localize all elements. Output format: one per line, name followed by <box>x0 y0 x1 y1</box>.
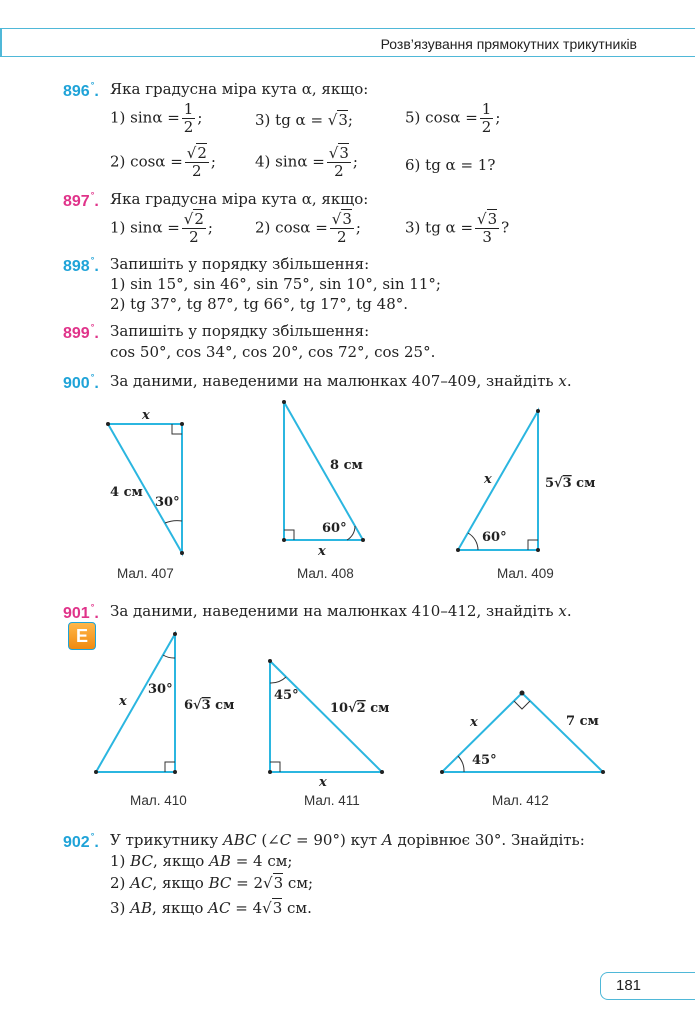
fig412-side-label: 7 см <box>566 714 599 729</box>
exercise-897-item-3: 3) tg α = $\frac{√3}{3}$ ? <box>405 210 510 246</box>
fig407-angle-label: 30° <box>155 495 180 510</box>
caption-409: Мал. 409 <box>497 566 554 581</box>
exercise-902-line-1: 1) BC, якщо AB = 4 см; <box>110 852 293 870</box>
exercise-900-number: 900°. <box>63 372 99 392</box>
fig407-side-label: 4 см <box>110 485 143 500</box>
exercise-898-line-2: 2) tg 37°, tg 87°, tg 66°, tg 17°, tg 48°. <box>110 295 409 313</box>
exercise-898-line-1: 1) sin 15°, sin 46°, sin 75°, sin 10°, sin 11°; <box>110 275 441 293</box>
exercise-897-number: 897°. <box>63 190 99 210</box>
fig411-angle-label: 45° <box>274 688 299 703</box>
fig411-side-label: 10√2 см <box>330 701 390 716</box>
fig409-x-label: x <box>484 472 492 487</box>
fig411-x-label: x <box>319 775 327 790</box>
exercise-897-item-1: 1) sinα = $\frac{√2}{2}$ ; <box>110 210 213 246</box>
caption-410: Мал. 410 <box>130 793 187 808</box>
fig407-x-label: x <box>142 408 150 423</box>
page-header-title: Розв’язування прямокутних трикутників <box>380 36 637 52</box>
exercise-899-number: 899°. <box>63 322 99 342</box>
figure-408 <box>282 400 365 559</box>
exercise-899-question: Запишіть у порядку збільшення: <box>110 322 370 340</box>
exercise-897-item-2: 2) cosα = $\frac{√3}{2}$ ; <box>255 210 361 246</box>
figure-407 <box>106 408 184 555</box>
exercise-902-line-3: 3) AB, якщо AC = 4√3 см. <box>110 899 312 917</box>
fig409-side-label: 5√3 см <box>545 476 596 491</box>
exercise-896-item-6: 6) tg α = 1? <box>405 156 496 174</box>
fig412-angle-label: 45° <box>472 753 497 768</box>
header-marker <box>0 28 8 56</box>
exercise-902-question: У трикутнику ABC (∠C = 90°) кут A дорівнює 30°. Знайдіть: <box>110 831 585 849</box>
exercise-899-line-1: cos 50°, cos 34°, cos 20°, cos 72°, cos 25°. <box>110 343 436 361</box>
exercise-896-number: 896°. <box>63 80 99 100</box>
figure-409 <box>456 409 595 552</box>
header-rule <box>0 28 695 29</box>
fig412-x-label: x <box>470 715 478 730</box>
figures-410-412 <box>0 625 695 795</box>
exercise-898-question: Запишіть у порядку збільшення: <box>110 255 370 273</box>
fig410-side-label: 6√3 см <box>184 698 235 713</box>
caption-411: Мал. 411 <box>304 793 360 808</box>
caption-407: Мал. 407 <box>117 566 174 581</box>
page-number: 181 <box>616 977 642 994</box>
exercise-897-question: Яка градусна міра кута α, якщо: <box>110 190 369 208</box>
figure-410 <box>94 632 234 774</box>
figure-412 <box>440 691 605 775</box>
exercise-896-item-5: 5) cosα = $\frac{1}{2}$ ; <box>405 100 501 136</box>
fig409-angle-label: 60° <box>482 530 507 545</box>
fig410-angle-label: 30° <box>148 682 173 697</box>
exercise-896-item-3: 3) tg α = √3; <box>255 111 353 129</box>
header-underline <box>0 56 695 57</box>
exercise-902-number: 902°. <box>63 831 99 851</box>
e-level-badge: E <box>68 622 96 650</box>
exercise-896-item-2: 2) cosα = $\frac{√2}{2}$ ; <box>110 144 216 180</box>
exercise-901-number: 901°. <box>63 602 99 622</box>
figures-407-409 <box>0 395 695 595</box>
fig410-x-label: x <box>119 694 127 709</box>
exercise-896-item-4: 4) sinα = $\frac{√3}{2}$ ; <box>255 144 358 180</box>
fig408-x-label: x <box>318 544 326 559</box>
exercise-896-question: Яка градусна міра кута α, якщо: <box>110 80 369 98</box>
exercise-902-line-2: 2) AC, якщо BC = 2√3 см; <box>110 874 314 892</box>
fig408-side-label: 8 см <box>330 458 363 473</box>
exercise-898-number: 898°. <box>63 255 99 275</box>
caption-412: Мал. 412 <box>492 793 549 808</box>
page-number-box <box>600 972 695 1000</box>
exercise-900-question: За даними, наведеними на малюнках 407–409, знайдіть x. <box>110 372 572 390</box>
exercise-901-question: За даними, наведеними на малюнках 410–412, знайдіть x. <box>110 602 572 620</box>
exercise-896-item-1: 1) sinα = $\frac{1}{2}$ ; <box>110 100 203 136</box>
caption-408: Мал. 408 <box>297 566 354 581</box>
figure-411 <box>268 659 389 790</box>
fig408-angle-label: 60° <box>322 521 347 536</box>
